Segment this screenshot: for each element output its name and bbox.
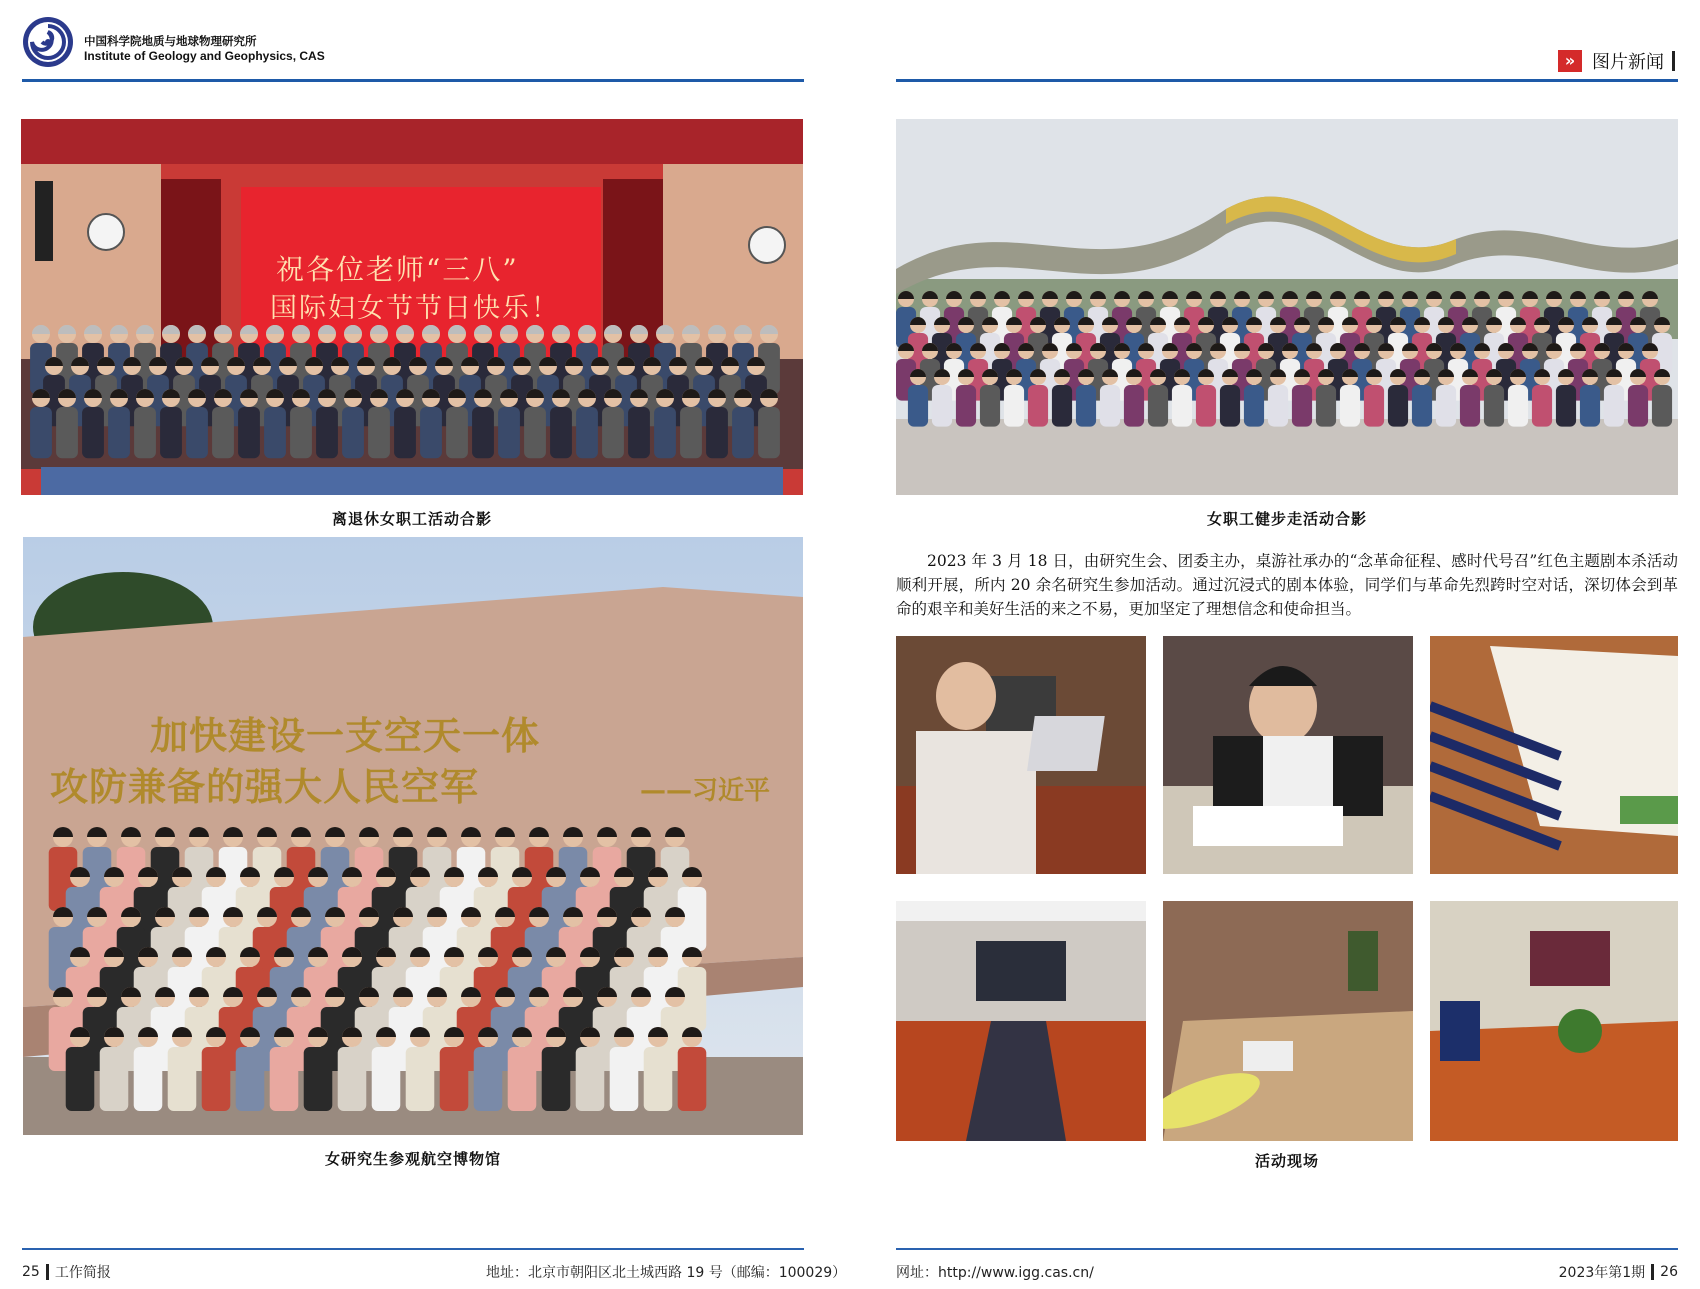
photo1-banner-line2: 国际妇女节节日快乐！ [270, 293, 560, 324]
footer-left [22, 1262, 111, 1282]
event-photo-6 [1430, 901, 1678, 1141]
org-name-cn: 中国科学院地质与地球物理研究所 [84, 34, 257, 48]
caption-event-scene: 活动现场 [1254, 1152, 1319, 1170]
event-photo-3 [1430, 636, 1678, 874]
caption-walking-event: 女职工健步走活动合影 [1206, 510, 1367, 528]
event-photo-1 [896, 636, 1146, 874]
footer-rule-right [896, 1248, 1678, 1250]
wall-inscription-line1: 加快建设一支空天一体 [150, 714, 541, 758]
footer-address: 地址：北京市朝阳区北土城西路 19 号（邮编：100029） [486, 1265, 847, 1281]
logo [22, 16, 74, 68]
section-heading [1558, 48, 1675, 74]
section-bar [1672, 51, 1675, 71]
wall-inscription-line2: 攻防兼备的强大人民空军 [50, 765, 480, 809]
publication-title: 工作简报 [54, 1265, 111, 1281]
wall-inscription-author: ——习近平 [640, 776, 771, 806]
footer-divider-left [46, 1264, 49, 1280]
event-photo-5 [1163, 901, 1413, 1141]
footer-right [1460, 1262, 1678, 1282]
footer-divider-right [1651, 1264, 1654, 1280]
caption-retired-staff: 离退休女职工活动合影 [331, 510, 492, 528]
event-photo-4 [896, 901, 1146, 1141]
page-number-right: 26 [1660, 1264, 1678, 1280]
photo1-banner-line1: 祝各位老师“三八” [276, 253, 519, 286]
caption-aviation-museum: 女研究生参观航空博物馆 [324, 1150, 501, 1168]
event-photo-2 [1163, 636, 1413, 874]
event-paragraph: 2023 年 3 月 18 日，由研究生会、团委主办，桌游社承办的“念革命征程、感时代号召”红色主题剧本杀活动顺利开展，所内 20 余名研究生参加活动。通过沉浸式的剧本体验，同学们与革命先烈跨时空对话，深切体会到革命的艰辛和美好生活的来之不易，更加坚定了理想信念和使命担当。 [896, 552, 1678, 618]
org-name-en: Institute of Geology and Geophysics, CAS [84, 49, 325, 63]
issue-label: 2023年第1期 [1558, 1265, 1646, 1281]
footer-rule-left [22, 1248, 804, 1250]
header-rule-left [22, 79, 804, 82]
double-chevron-icon: » [1558, 50, 1582, 72]
footer-website[interactable]: 网址：http://www.igg.cas.cn/ [896, 1265, 1094, 1281]
page-number-left: 25 [22, 1264, 40, 1280]
photo-walking-event-group [896, 119, 1678, 495]
header-rule-right [896, 79, 1678, 82]
photo-aviation-museum [23, 537, 803, 1135]
section-title: 图片新闻 [1592, 52, 1664, 73]
